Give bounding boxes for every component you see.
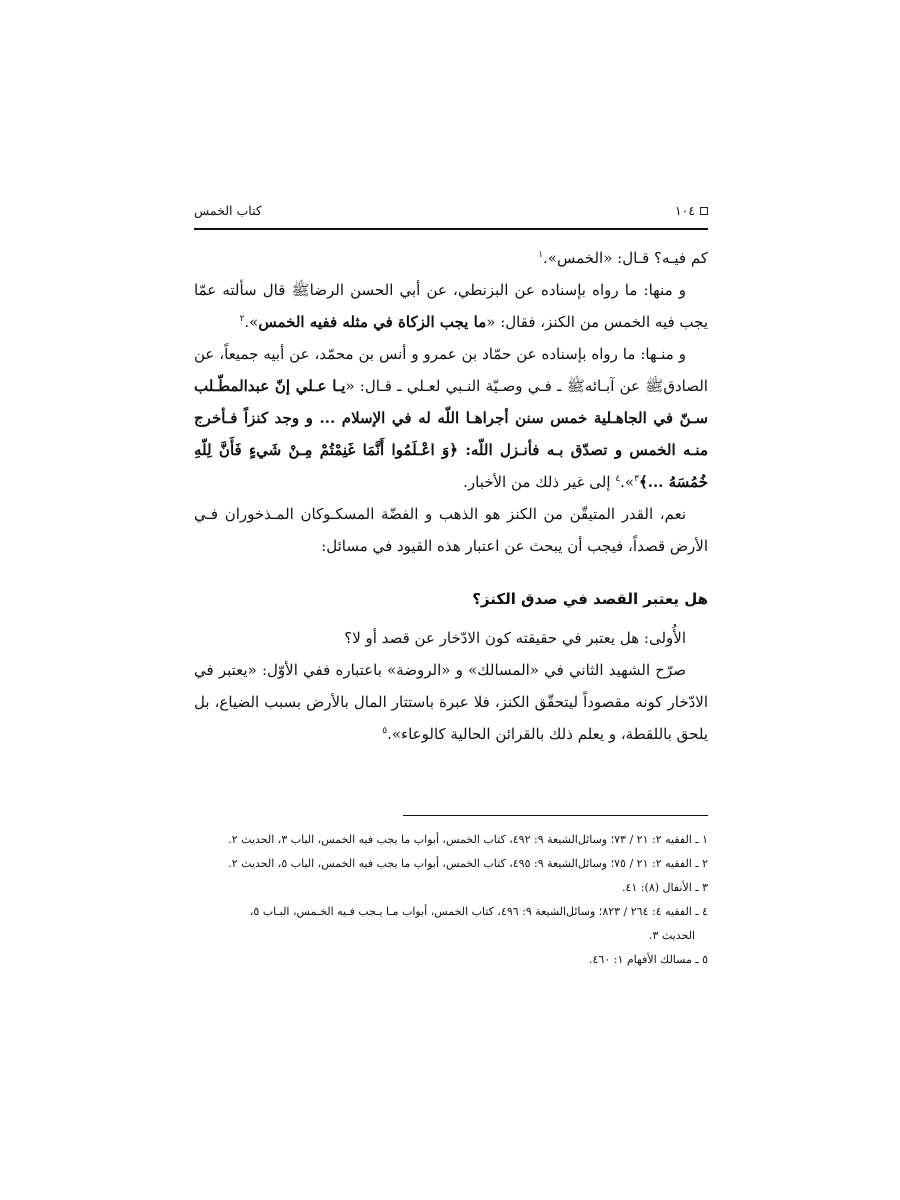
main-text [194,242,708,750]
footnote-marker-5: ٥ [382,726,388,736]
paragraph-6: صرّح الشهيد الثاني في «المسالك» و «الروضة» باعتباره ففي الأوّل: «يعتبر في الادّخار كونه مقصوداً ليتحقّق الكنز، فلا عبرة باستتار المال بالأرض بسبب الضياع، بل يلحق باللقطة، و يعلم ذلك بالقرائن الحالية كالوعاء».$^٥$ [194,661,708,743]
footnote-4-continuation: الحديث ٣. [648,929,695,942]
footnotes [194,828,708,972]
paragraph-4: نعم، القدر المتيقّن من الكنز هو الذهب و الفضّة المسكـوكان المـذخوران فـي الأرض قصداً، فيجب أن يبحث عن اعتبار هذه القيود في مسائل: [194,505,708,555]
paragraph-2: و منها: ما رواه بإسناده عن البزنطي، عن أبي الحسن الرضاﷺ قال سألته عمّا يجب فيه الخمس من الكنز، فقال: «ما يجب الزكاة في مثله ففيه الخمس».$^٢$ [194,281,708,331]
paragraph-1: كم فيـه؟ قـال: «الخمس».$^١$ [538,249,708,267]
square-bullet-icon [700,207,708,215]
footnote-4: ٤ ـ الفقيه ٤: ٢٦٤ / ٨٢٣؛ وسائل‌الشيعة ٩: ٤٩٦، كتاب الخمس، أبواب مـا يـجب فـيه الخـمس، البـاب ٥، [249,905,708,918]
footnote-1: ١ ـ الفقيه ٢: ٢١ / ٧٣؛ وسائل‌الشيعة ٩: ٤٩٢، كتاب الخمس، أبواب ما يجب فيه الخمس، الباب ٣، الحديث ٢. [228,833,708,846]
book-page [194,200,708,1060]
section-heading: هل يعتبر القصد في صدق الكنز؟ [472,590,708,608]
footnote-rule [403,815,708,816]
footnote-3: ٣ ـ الأنفال (٨): ٤١. [622,881,708,894]
page-number: ١٠٤ [674,203,695,218]
footnote-marker-2: ٢ [239,314,245,324]
header-rule [194,228,708,230]
book-title: كتاب الخمس [194,203,262,218]
paragraph-3: و منـها: ما رواه بإسناده عن حمّاد بن عمرو و أنس بن محمّد، عن أبيه جميعاً، عن الصادقﷺ عن آبـائهﷺ ـ فـي وصـيّة النـبي لعـلي ـ قـال: «يـا عـلي إنّ عبدالمطّـلب سـنّ في الجاهـلية خمس سنن أجراهـا اللّه له في الإسلام ... و وجد كنزاً فـأخرج منـه الخمس و تصدّق بـه فأنـزل اللّه: ﴿وَ اعْـلَمُوا أَنَّمَا غَنِمْتُمْ مِـنْ شَيءٍ فَأَنَّ لِلّهِ خُمُسَهُ ...﴾$^٣$».$^٤$ إلى غير ذلك من الأخبار. [194,345,708,491]
footnote-marker-3: ٣ [634,474,639,484]
footnote-marker-1: ١ [538,250,544,260]
footnote-5: ٥ ـ مسالك الأفهام ١: ٤٦٠. [589,953,708,966]
paragraph-5: الأُولى: هل يعتبر في حقيقته كون الادّخار عن قصد أو لا؟ [344,629,686,647]
footnote-marker-4: ٤ [615,474,621,484]
honorific-glyph: ﷺ [291,281,310,299]
honorific-glyph: ﷺ [645,377,664,395]
honorific-glyph: ﷺ [566,377,585,395]
running-header [194,200,708,222]
footnote-2: ٢ ـ الفقيه ٢: ٢١ / ٧٥؛ وسائل‌الشيعة ٩: ٤٩٥، كتاب الخمس، أبواب ما يجب فيه الخمس، الباب ٥، الحديث ٢. [228,857,708,870]
page-number-group [675,200,708,222]
